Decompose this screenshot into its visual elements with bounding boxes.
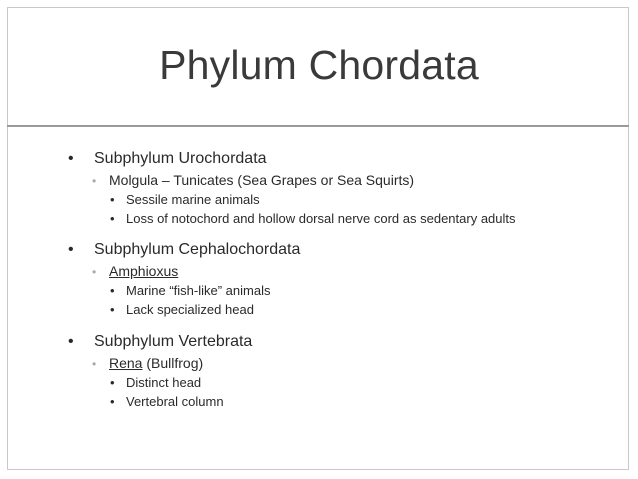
example-item: • Rena (Bullfrog)	[92, 355, 204, 371]
point-item: • Loss of notochord and hollow dorsal nerve cord as sedentary adults	[110, 211, 516, 226]
example-name: Rena	[109, 355, 143, 371]
bullet: •	[110, 302, 115, 317]
point-item: • Sessile marine animals	[110, 192, 260, 207]
point-item: • Distinct head	[110, 375, 202, 390]
bullet: •	[110, 192, 115, 207]
bullet: •	[68, 241, 74, 258]
example-name: Amphioxus	[109, 263, 179, 279]
bullet: •	[68, 150, 74, 167]
bullet: •	[92, 265, 97, 279]
example-item	[92, 172, 414, 188]
bullet: •	[92, 357, 97, 371]
bullet: •	[92, 174, 97, 188]
bullet: •	[110, 211, 115, 226]
bullet: •	[68, 333, 74, 350]
section-heading: • Subphylum Cephalochordata	[68, 241, 301, 258]
example-name: Molgula – Tunicates (Sea Grapes or Sea Squirts)	[109, 172, 415, 188]
bullet: •	[110, 283, 115, 298]
point-item: • Marine “fish-like” animals	[110, 283, 271, 298]
point-item: • Vertebral column	[110, 394, 224, 409]
section-heading: • Subphylum Urochordata	[68, 150, 267, 167]
bullet: •	[110, 375, 115, 390]
example-item	[92, 263, 178, 279]
bullet: •	[110, 394, 115, 409]
slide-title: Phylum Chordata	[159, 42, 479, 88]
point-item: • Lack specialized head	[110, 302, 254, 317]
section-heading: • Subphylum Vertebrata	[68, 333, 253, 350]
